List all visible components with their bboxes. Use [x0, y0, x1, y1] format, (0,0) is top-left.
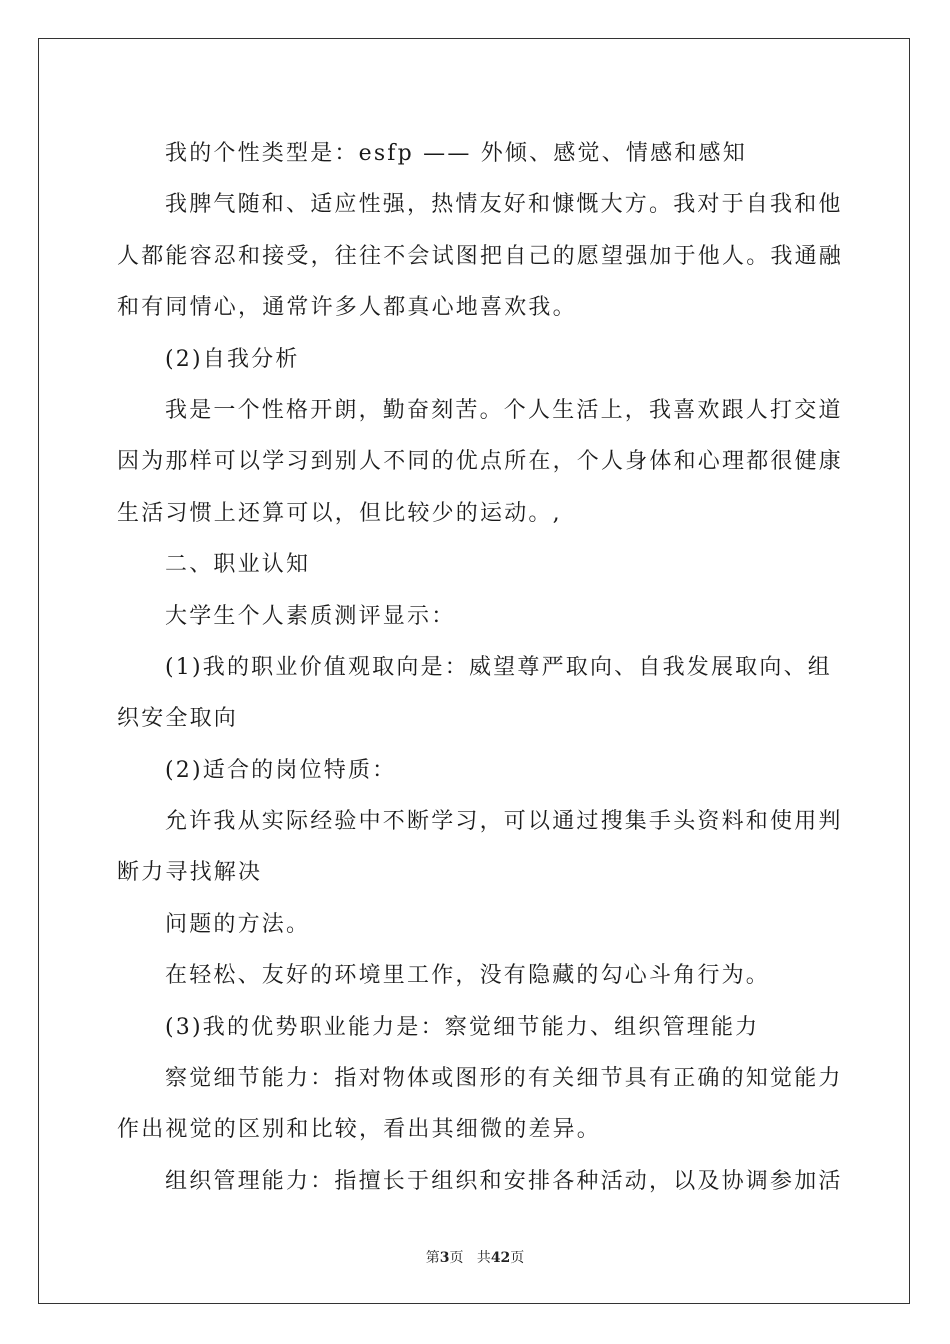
page-footer [0, 1247, 950, 1267]
text-line: 人都能容忍和接受，往往不会试图把自己的愿望强加于他人。我通融 [117, 243, 844, 269]
text-line: 我是一个性格开朗，勤奋刻苦。个人生活上，我喜欢跟人打交道 [165, 397, 843, 423]
text-line: 生活习惯上还算可以，但比较少的运动。, [117, 500, 562, 526]
text-block [117, 128, 844, 1207]
text-line: 大学生个人素质测评显示： [165, 603, 456, 629]
total-pages: 42 [490, 1250, 511, 1266]
page-number: 3 [439, 1250, 450, 1266]
text-line: 允许我从实际经验中不断学习，可以通过搜集手头资料和使用判 [165, 809, 843, 835]
text-line: (2)自我分析 [165, 346, 300, 372]
text-line: 织安全取向 [117, 706, 239, 732]
section-heading: 二、职业认知 [165, 552, 311, 578]
text-line: 我脾气随和、适应性强，热情友好和慷慨大方。我对于自我和他 [165, 192, 843, 218]
total-suffix: 页 [510, 1250, 525, 1266]
page-suffix: 页 [449, 1250, 464, 1266]
text-line: 断力寻找解决 [117, 860, 263, 886]
text-line: 因为那样可以学习到别人不同的优点所在，个人身体和心理都很健康 [117, 449, 844, 475]
text-line: 组织管理能力：指擅长于组织和安排各种活动，以及协调参加活 [165, 1168, 843, 1194]
text-line: 问题的方法。 [165, 911, 311, 937]
total-prefix: 共 [476, 1250, 491, 1266]
text-line: (2)适合的岗位特质： [165, 757, 397, 783]
text-line: 我的个性类型是：esfp —— 外倾、感觉、情感和感知 [165, 141, 747, 166]
text-line: 和有同情心，通常许多人都真心地喜欢我。 [117, 295, 577, 321]
text-line: (3)我的优势职业能力是：察觉细节能力、组织管理能力 [165, 1014, 760, 1040]
document-body [117, 128, 844, 1207]
text-line: 作出视觉的区别和比较，看出其细微的差异。 [117, 1117, 602, 1143]
text-line: 察觉细节能力：指对物体或图形的有关细节具有正确的知觉能力 [165, 1066, 843, 1092]
page-prefix: 第 [425, 1250, 440, 1266]
text-line: 在轻松、友好的环境里工作，没有隐藏的勾心斗角行为。 [165, 963, 771, 989]
text-line: (1)我的职业价值观取向是：威望尊严取向、自我发展取向、组 [165, 654, 832, 680]
